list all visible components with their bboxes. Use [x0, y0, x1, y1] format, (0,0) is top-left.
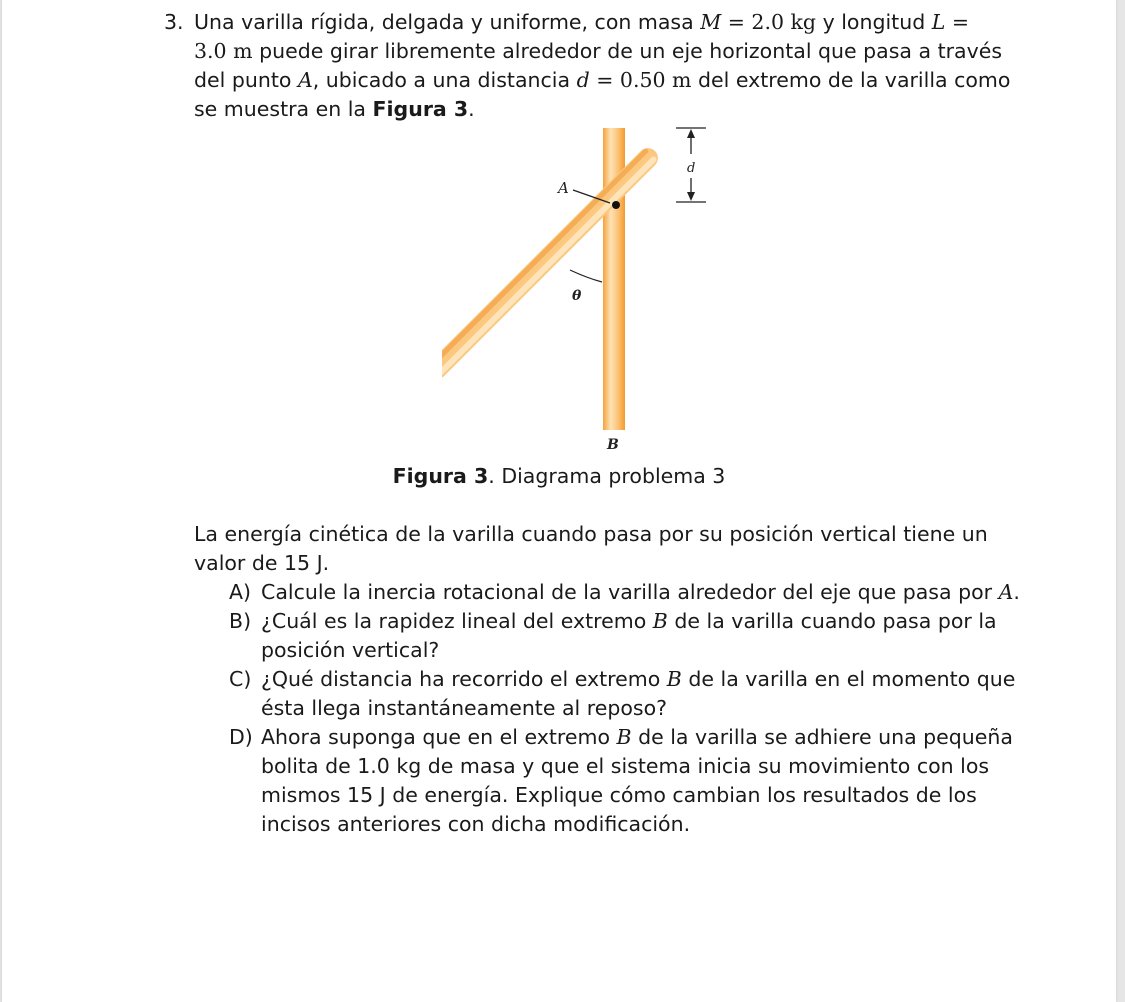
label-theta: θ: [572, 288, 582, 304]
paragraph-line: La energía cinética de la varilla cuando pasa por su posición vertical tiene un: [194, 522, 988, 546]
diagonal-rod: [442, 144, 662, 383]
question-line: posición vertical?: [261, 638, 440, 662]
question-item-b: [194, 607, 997, 665]
question-line: incisos anteriores con dicha modificación.: [261, 812, 691, 836]
pivot-point-a: [612, 201, 620, 209]
question-label: A): [229, 580, 252, 604]
rod-diagram: [442, 118, 732, 458]
question-label: D): [229, 725, 253, 749]
statement-line: se muestra en la Figura 3.: [194, 97, 475, 121]
figure-reference: Figura 3: [372, 97, 469, 121]
label-b: B: [607, 437, 619, 453]
label-d: d: [687, 161, 696, 176]
question-item-a: [194, 578, 1020, 607]
question-line: bolita de 1.0 kg de masa y que el sistema inicia su movimiento con los: [261, 754, 990, 778]
caption-label: Figura 3: [392, 464, 489, 488]
figure-caption: [2, 462, 1116, 491]
question-line: mismos 15 J de energía. Explique cómo cambian los resultados de los: [261, 783, 977, 807]
question-list: [194, 578, 1020, 839]
statement-line: Una varilla rígida, delgada y uniforme, con masa M = 2.0 kg y longitud L =: [194, 10, 970, 34]
question-line: Calcule la inercia rotacional de la varilla alrededor del eje que pasa por A.: [261, 580, 1020, 604]
question-label: C): [229, 667, 252, 691]
paragraph-line: valor de 15 J.: [194, 551, 330, 575]
statement-line: del punto A, ubicado a una distancia d = 0.50 m del extremo de la varilla como: [194, 68, 1011, 92]
question-line: ¿Qué distancia ha recorrido el extremo B de la varilla en el momento que: [261, 667, 1016, 691]
label-a: A: [558, 179, 569, 197]
energy-paragraph: [194, 520, 988, 578]
problem-statement: [194, 8, 1011, 124]
question-line: Ahora suponga que en el extremo B de la varilla se adhiere una pequeña: [261, 725, 1013, 749]
figure-3-diagram: [442, 118, 732, 458]
question-item-c: [194, 665, 1016, 723]
statement-line: 3.0 m puede girar libremente alrededor de un eje horizontal que pasa a través: [194, 39, 1003, 63]
question-line: ésta llega instantáneamente al reposo?: [261, 696, 667, 720]
question-line: ¿Cuál es la rapidez lineal del extremo B de la varilla cuando pasa por la: [261, 609, 997, 633]
document-page: [2, 0, 1116, 1002]
problem-number: 3.: [164, 10, 184, 34]
distance-d-dimension: [676, 128, 706, 202]
question-label: B): [229, 609, 252, 633]
question-item-d: [194, 723, 1013, 839]
theta-arc: [570, 270, 602, 282]
caption-text: . Diagrama problema 3: [488, 464, 726, 488]
